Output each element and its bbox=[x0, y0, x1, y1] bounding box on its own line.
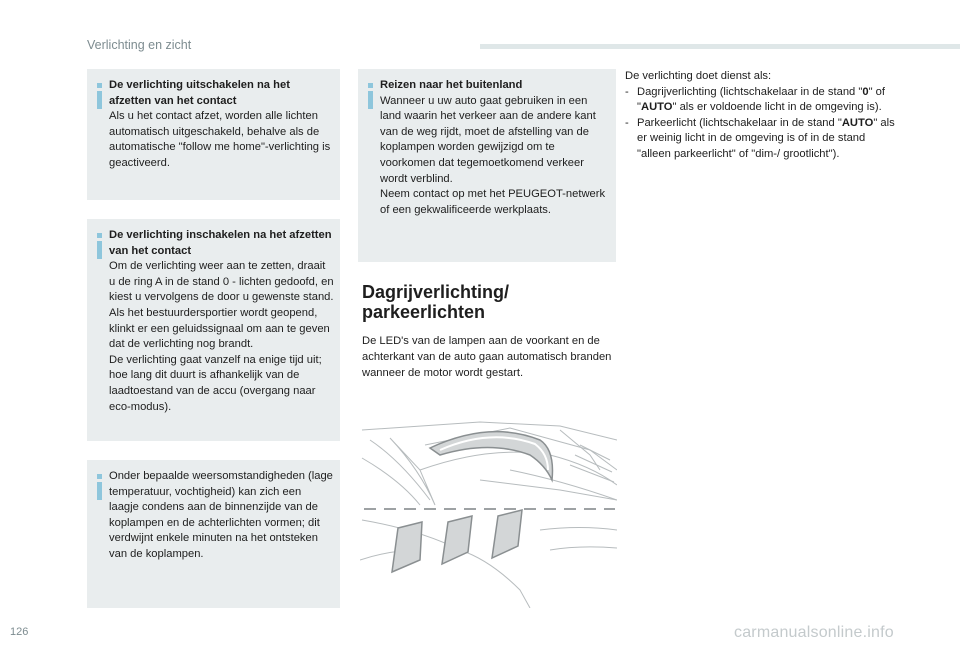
note-box-condensation bbox=[87, 460, 340, 608]
text-part: " of " bbox=[637, 85, 885, 114]
section-heading: Dagrijverlichting/ parkeerlichten bbox=[362, 282, 510, 322]
list-dash: - bbox=[625, 85, 629, 98]
right-column bbox=[625, 69, 895, 163]
drl-illustration bbox=[360, 410, 617, 608]
switch-position: AUTO bbox=[841, 116, 874, 129]
note-box-travel-abroad bbox=[358, 69, 616, 262]
headlamp-led-strip bbox=[430, 432, 553, 480]
note-text bbox=[109, 469, 334, 563]
note-paragraph: Neem contact op met het PEUGEOT-netwerk of een gekwalificeerde werkplaats. bbox=[380, 188, 606, 216]
watermark: carmanualsonline.info bbox=[734, 624, 894, 641]
note-paragraph: Om de verlichting weer aan te zetten, draait u de ring A in de stand 0 - lichten gedoofd, en kiest u vervolgens de door u gewenste stand. bbox=[109, 260, 334, 304]
usage-intro: De verlichting doet dienst als: bbox=[625, 70, 772, 82]
header-bar bbox=[480, 44, 960, 49]
note-text bbox=[109, 228, 334, 415]
note-title: De verlichting uitschakelen na het afzetten van het contact bbox=[109, 79, 290, 107]
text-part: " als er weinig licht in de omgeving is of in de stand "alleen parkeerlicht" of "dim-/ grootlicht"). bbox=[637, 116, 895, 160]
text-part: " als er voldoende licht in de omgeving is). bbox=[672, 101, 882, 114]
rear-lamp-segments bbox=[392, 510, 522, 572]
note-paragraph: Als het bestuurdersportier wordt geopend, klinkt er een geluidssignaal om aan te geven dat de verlichting nog brandt. bbox=[109, 306, 330, 351]
note-paragraph: Wanneer u uw auto gaat gebruiken in een land waarin het verkeer aan de andere kant van de weg rijdt, moet de afstelling van de koplampen worden gewijzigd om te voorkomen dat tegemoetkomend verkeer wordt verblind. bbox=[380, 94, 596, 185]
list-dash: - bbox=[625, 116, 629, 129]
chapter-title: Verlichting en zicht bbox=[87, 38, 192, 52]
info-icon bbox=[366, 83, 376, 109]
text-part: Dagrijverlichting (lichtschakelaar in de stand " bbox=[637, 85, 863, 98]
note-title: Reizen naar het buitenland bbox=[380, 79, 523, 91]
switch-position: 0 bbox=[862, 85, 869, 98]
list-item bbox=[625, 116, 895, 163]
note-text bbox=[109, 78, 334, 172]
note-paragraph: Als u het contact afzet, worden alle lichten automatisch uitgeschakeld, behalve als de automatische "follow me home"-verlichting is geactiveerd. bbox=[109, 110, 331, 169]
switch-position: AUTO bbox=[640, 101, 673, 114]
list-item bbox=[625, 85, 895, 116]
note-text bbox=[380, 78, 610, 218]
info-icon bbox=[95, 83, 105, 109]
page-number: 126 bbox=[10, 626, 29, 638]
info-icon bbox=[95, 233, 105, 259]
list-item-text bbox=[637, 85, 895, 116]
info-icon bbox=[95, 474, 105, 500]
note-box-lights-off bbox=[87, 69, 340, 200]
list-item-text bbox=[637, 116, 895, 163]
section-body: De LED's van de lampen aan de voorkant en de achterkant van de auto gaan automatisch branden wanneer de motor wordt gestart. bbox=[362, 335, 612, 379]
text-part: Parkeerlicht (lichtschakelaar in de stand " bbox=[637, 116, 842, 129]
note-title: De verlichting inschakelen na het afzetten van het contact bbox=[109, 229, 332, 257]
note-paragraph: De verlichting gaat vanzelf na enige tijd uit; hoe lang dit duurt is afhankelijk van de laadtoestand van de accu (overgang naar eco-modus). bbox=[109, 353, 322, 413]
note-box-lights-on bbox=[87, 219, 340, 441]
note-paragraph: Onder bepaalde weersomstandigheden (lage temperatuur, vochtigheid) kan zich een laagje condens aan de binnenzijde van de koplampen en de achterlichten vormen; dit verdwijnt enkele minuten na het ontsteken van de koplampen. bbox=[109, 470, 333, 560]
